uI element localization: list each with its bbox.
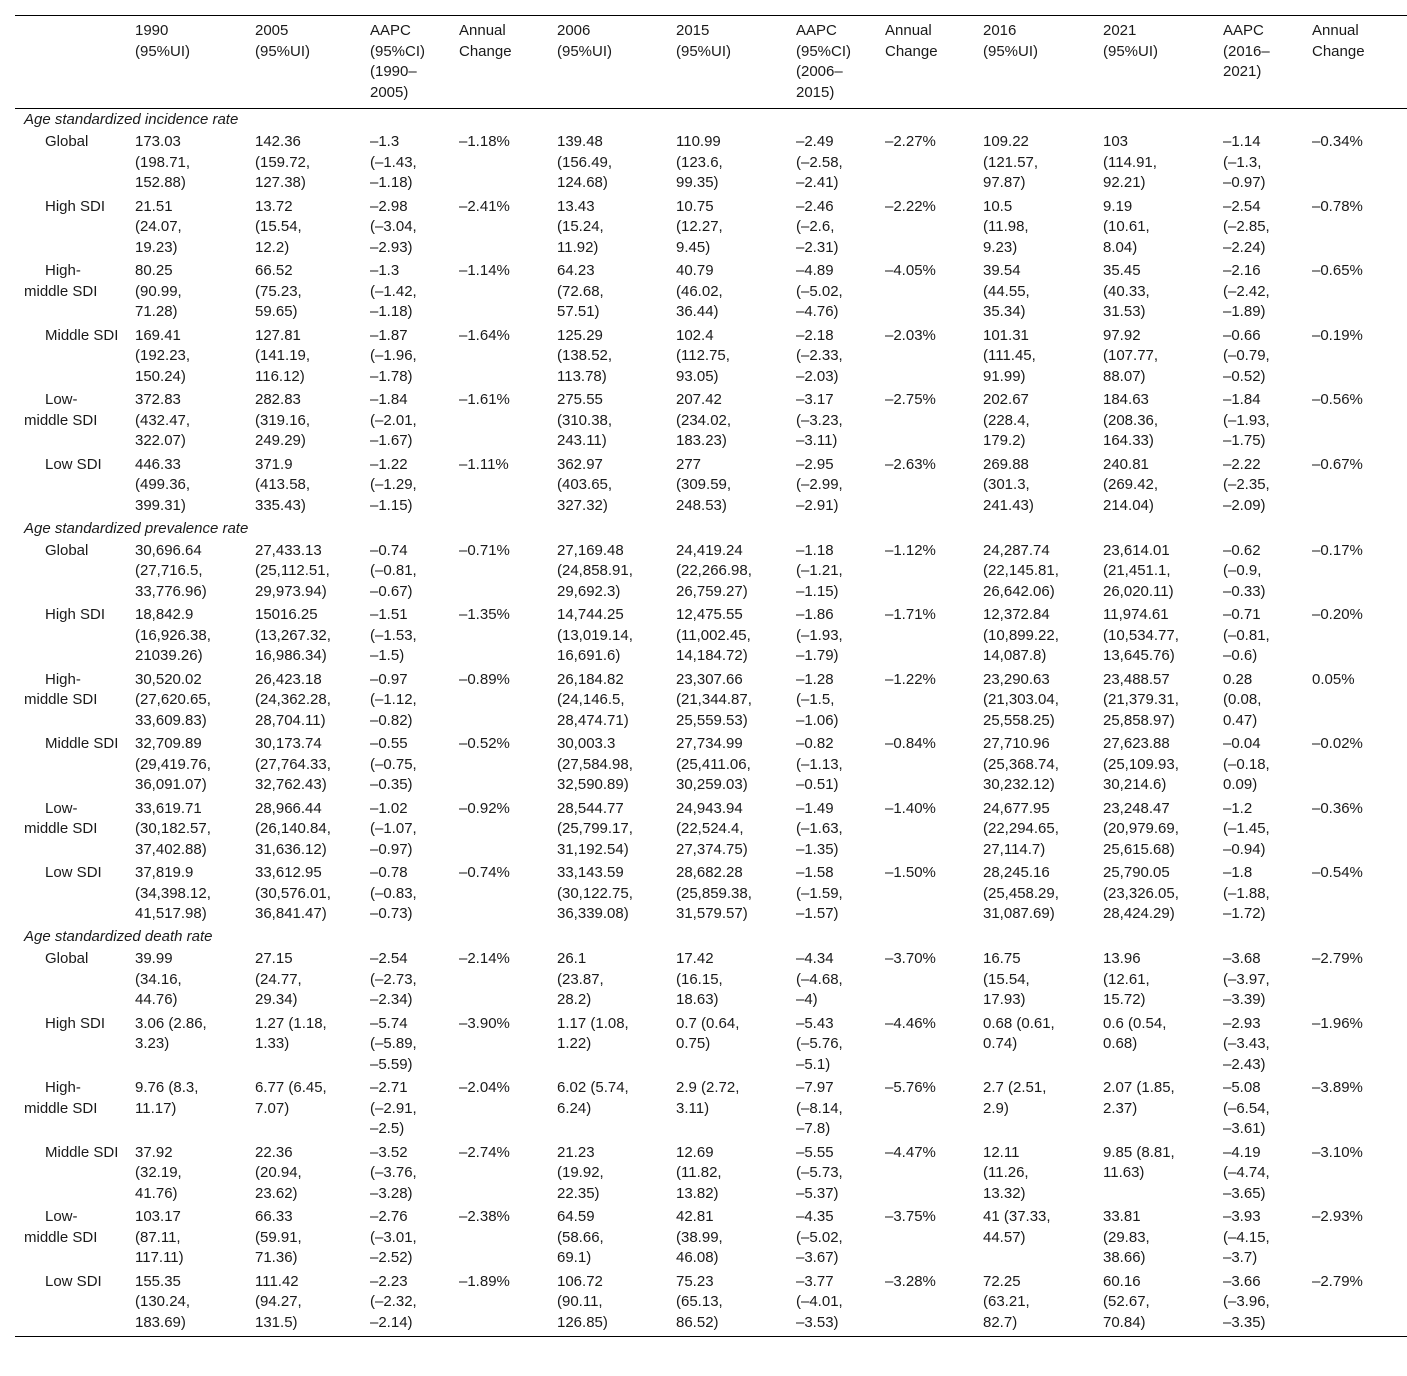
row-label: [15, 1206, 126, 1271]
table-cell: 14,744.25 (13,019.14, 16,691.6): [557, 606, 633, 664]
table-cell: –0.67%: [1312, 455, 1363, 473]
row-label-text: High SDI: [45, 197, 106, 215]
table-cell: –1.18%: [459, 133, 510, 150]
table-cell: –2.54 (–2.85, –2.24): [1223, 197, 1270, 256]
table-cell: –2.04%: [459, 1079, 510, 1096]
table-cell: 24,287.74 (22,145.81, 26,642.06): [983, 541, 1059, 600]
header-cell: Annual Change: [450, 16, 548, 109]
table-row: [15, 453, 1407, 518]
table-cell: –2.41%: [459, 197, 510, 215]
table-cell: 32,709.89 (29,419.76, 36,091.07): [135, 735, 211, 793]
table-cell: –1.50%: [885, 864, 936, 881]
table-cell: –0.78 (–0.83, –0.73): [370, 864, 417, 922]
table-cell: –3.17 (–3.23, –3.11): [796, 391, 843, 449]
table-cell: –1.02 (–1.07, –0.97): [370, 799, 417, 858]
table-cell: 0.68 (0.61, 0.74): [983, 1014, 1055, 1052]
row-label: [15, 1077, 126, 1142]
table-row: [15, 131, 1407, 196]
section-title: Age standardized death rate: [24, 928, 213, 945]
table-cell: –0.78%: [1312, 197, 1363, 215]
table-cell: 23,488.57 (21,379.31, 25,858.97): [1103, 670, 1179, 729]
table-cell: 106.72 (90.11, 126.85): [548, 1270, 667, 1337]
table-cell: 72.25 (63.21, 82.7): [974, 1270, 1094, 1337]
table-row: [15, 1077, 1407, 1142]
table-cell: 35.45 (40.33, 31.53): [1103, 262, 1150, 320]
row-label-text: Low-middle SDI: [24, 1208, 98, 1246]
table-row: [15, 324, 1407, 389]
table-cell: –0.71 (–0.81, –0.6): [1223, 606, 1270, 664]
table-cell: –2.79%: [1312, 950, 1363, 967]
table-cell: –3.28%: [876, 1270, 974, 1337]
table-row: [15, 1141, 1407, 1206]
table-cell: 110.99 (123.6, 99.35): [676, 133, 723, 191]
table-cell: 11,974.61 (10,534.77, 13,645.76): [1103, 606, 1179, 664]
header-cell: AAPC (95%CI) (1990– 2005): [361, 16, 450, 109]
table-cell: 13.96 (12.61, 15.72): [1103, 950, 1150, 1008]
table-cell: –0.92%: [459, 799, 510, 817]
table-cell: –2.14%: [459, 950, 510, 967]
table-cell: 269.88 (301.3, 241.43): [983, 455, 1034, 514]
table-cell: 18,842.9 (16,926.38, 21039.26): [135, 606, 211, 664]
table-cell: 12,372.84 (10,899.22, 14,087.8): [983, 606, 1059, 664]
table-cell: –1.51 (–1.53, –1.5): [370, 606, 417, 664]
table-cell: –7.97 (–8.14, –7.8): [796, 1079, 843, 1137]
table-cell: –1.96%: [1312, 1014, 1363, 1032]
table-cell: –0.34%: [1312, 133, 1363, 150]
table-cell: 27.15 (24.77, 29.34): [255, 950, 302, 1008]
table-cell: –3.93 (–4.15, –3.7): [1223, 1208, 1270, 1266]
table-cell: 10.5 (11.98, 9.23): [983, 197, 1029, 256]
table-cell: 30,520.02 (27,620.65, 33,609.83): [135, 670, 211, 729]
aapc-data-table: [15, 15, 1407, 1337]
row-label: [15, 260, 126, 325]
table-cell: 2.07 (1.85, 2.37): [1103, 1079, 1175, 1117]
table-cell: 169.41 (192.23, 150.24): [135, 326, 191, 385]
row-label-text: High-middle SDI: [24, 262, 98, 300]
table-row: [15, 1270, 1407, 1337]
row-label-text: Global: [45, 950, 89, 967]
table-cell: –4.05%: [885, 262, 936, 279]
table-cell: 21.23 (19.92, 22.35): [557, 1143, 604, 1202]
table-cell: –2.93%: [1312, 1208, 1363, 1225]
table-cell: 39.54 (44.55, 35.34): [983, 262, 1030, 320]
row-label-text: Low-middle SDI: [24, 391, 98, 429]
header-cell: AAPC (95%CI) (2006– 2015): [787, 16, 876, 109]
table-cell: –2.54 (–2.73, –2.34): [370, 950, 417, 1008]
table-cell: 13.72 (15.54, 12.2): [255, 197, 302, 256]
table-cell: –5.08 (–6.54, –3.61): [1223, 1079, 1270, 1137]
table-row: [15, 1012, 1407, 1077]
table-cell: 184.63 (208.36, 164.33): [1103, 391, 1159, 449]
table-cell: –1.14%: [459, 262, 510, 279]
section-title: Age standardized prevalence rate: [24, 519, 249, 537]
table-cell: –2.75%: [885, 391, 936, 408]
table-cell: 23,290.63 (21,303.04, 25,558.25): [983, 670, 1059, 729]
table-cell: 109.22 (121.57, 97.87): [983, 133, 1039, 191]
table-cell: –3.75%: [885, 1208, 936, 1225]
table-cell: –1.64%: [459, 326, 510, 344]
table-cell: –1.58 (–1.59, –1.57): [796, 864, 843, 922]
table-cell: 28,245.16 (25,458.29, 31,087.69): [983, 864, 1059, 922]
table-cell: 30,003.3 (27,584.98, 32,590.89): [557, 735, 633, 793]
row-label: [15, 668, 126, 733]
row-label: [15, 948, 126, 1013]
table-cell: –3.52 (–3.76, –3.28): [370, 1143, 417, 1202]
table-cell: 12.11 (11.26, 13.32): [983, 1143, 1029, 1202]
header-cell: 2015 (95%UI): [667, 16, 787, 109]
row-label: [15, 539, 126, 604]
table-cell: 37,819.9 (34,398.12, 41,517.98): [135, 864, 211, 922]
header-cell: 1990 (95%UI): [126, 16, 246, 109]
table-cell: –1.35%: [459, 606, 510, 623]
table-cell: 28,966.44 (26,140.84, 31,636.12): [255, 799, 331, 858]
table-cell: 66.33 (59.91, 71.36): [255, 1208, 302, 1266]
header-row: [15, 16, 1407, 109]
row-label-text: Low-middle SDI: [24, 799, 98, 837]
table-cell: –1.22 (–1.29, –1.15): [370, 455, 417, 514]
table-cell: 27,623.88 (25,109.93, 30,214.6): [1103, 735, 1179, 793]
header-cell: Annual Change: [876, 16, 974, 109]
row-label-text: High SDI: [45, 606, 106, 623]
table-cell: –1.61%: [459, 391, 510, 408]
table-cell: –0.17%: [1312, 541, 1363, 559]
table-cell: –1.71%: [885, 606, 936, 623]
table-cell: –2.23 (–2.32, –2.14): [361, 1270, 450, 1337]
table-cell: 15016.25 (13,267.32, 16,986.34): [255, 606, 331, 664]
row-label: [15, 797, 126, 862]
table-cell: –2.22%: [885, 197, 936, 215]
row-label: [15, 324, 126, 389]
table-row: [15, 195, 1407, 260]
table-cell: 33,143.59 (30,122.75, 36,339.08): [557, 864, 633, 922]
table-cell: 37.92 (32.19, 41.76): [135, 1143, 182, 1202]
table-cell: –2.22 (–2.35, –2.09): [1223, 455, 1270, 514]
table-header: [15, 16, 1407, 109]
table-cell: –0.19%: [1312, 326, 1363, 344]
table-cell: –1.22%: [885, 670, 936, 688]
table-cell: 371.9 (413.58, 335.43): [255, 455, 311, 514]
table-cell: 17.42 (16.15, 18.63): [676, 950, 723, 1008]
row-label: [15, 733, 126, 798]
table-cell: –3.89%: [1312, 1079, 1363, 1096]
table-cell: 28,544.77 (25,799.17, 31,192.54): [557, 799, 633, 858]
table-cell: 9.76 (8.3, 11.17): [135, 1079, 199, 1117]
row-label-text: Global: [45, 541, 89, 559]
table-cell: –4.89 (–5.02, –4.76): [796, 262, 843, 320]
table-cell: 446.33 (499.36, 399.31): [135, 455, 191, 514]
table-cell: 155.35 (130.24, 183.69): [126, 1270, 246, 1337]
row-label-text: Middle SDI: [45, 326, 119, 344]
table-cell: 275.55 (310.38, 243.11): [557, 391, 613, 449]
table-cell: 30,173.74 (27,764.33, 32,762.43): [255, 735, 331, 793]
table-cell: –2.71 (–2.91, –2.5): [370, 1079, 417, 1137]
table-cell: 0.05%: [1312, 670, 1355, 688]
table-cell: –2.76 (–3.01, –2.52): [370, 1208, 417, 1266]
table-cell: –0.66 (–0.79, –0.52): [1223, 326, 1270, 385]
table-cell: 12,475.55 (11,002.45, 14,184.72): [676, 606, 751, 664]
table-cell: –1.11%: [459, 455, 509, 473]
table-cell: –1.28 (–1.5, –1.06): [796, 670, 839, 729]
row-label-text: Middle SDI: [45, 735, 119, 752]
table-cell: 23,307.66 (21,344.87, 25,559.53): [676, 670, 752, 729]
table-cell: 24,677.95 (22,294.65, 27,114.7): [983, 799, 1059, 858]
table-cell: 22.36 (20.94, 23.62): [255, 1143, 302, 1202]
table-cell: –1.86 (–1.93, –1.79): [796, 606, 843, 664]
table-cell: 9.85 (8.81, 11.63): [1103, 1143, 1175, 1181]
row-label-text: High-middle SDI: [24, 670, 98, 708]
table-cell: 23,614.01 (21,451.1, 26,020.11): [1103, 541, 1174, 600]
table-cell: –1.18 (–1.21, –1.15): [796, 541, 843, 600]
table-cell: –3.90%: [459, 1014, 510, 1032]
table-cell: –1.84 (–1.93, –1.75): [1223, 391, 1270, 449]
table-cell: –3.68 (–3.97, –3.39): [1223, 950, 1270, 1008]
table-row: [15, 797, 1407, 862]
table-cell: 97.92 (107.77, 88.07): [1103, 326, 1159, 385]
table-cell: –0.62 (–0.9, –0.33): [1223, 541, 1266, 600]
table-cell: 10.75 (12.27, 9.45): [676, 197, 723, 256]
table-cell: 21.51 (24.07, 19.23): [135, 197, 182, 256]
table-cell: –0.84%: [885, 735, 936, 752]
table-cell: –2.03%: [885, 326, 936, 344]
row-label-text: Low SDI: [45, 1272, 102, 1290]
table-cell: –5.43 (–5.76, –5.1): [796, 1014, 843, 1073]
table-cell: 42.81 (38.99, 46.08): [676, 1208, 723, 1266]
table-cell: 12.69 (11.82, 13.82): [676, 1143, 722, 1202]
table-cell: –3.10%: [1312, 1143, 1363, 1161]
table-cell: 41 (37.33, 44.57): [983, 1208, 1051, 1246]
table-cell: 0.7 (0.64, 0.75): [676, 1014, 740, 1052]
table-cell: –1.84 (–2.01, –1.67): [370, 391, 417, 449]
table-cell: 240.81 (269.42, 214.04): [1103, 455, 1159, 514]
row-label-text: Middle SDI: [45, 1143, 119, 1161]
table-cell: 139.48 (156.49, 124.68): [557, 133, 613, 191]
table-cell: 13.43 (15.24, 11.92): [557, 197, 604, 256]
table-cell: 33,612.95 (30,576.01, 36,841.47): [255, 864, 331, 922]
row-label: [15, 195, 126, 260]
table-cell: 60.16 (52.67, 70.84): [1094, 1270, 1214, 1337]
table-cell: –0.74 (–0.81, –0.67): [370, 541, 417, 600]
table-row: [15, 948, 1407, 1013]
table-cell: –2.46 (–2.6, –2.31): [796, 197, 839, 256]
table-cell: 27,734.99 (25,411.06, 30,259.03): [676, 735, 751, 793]
table-cell: 33,619.71 (30,182.57, 37,402.88): [135, 799, 211, 858]
row-label-text: High-middle SDI: [24, 1079, 98, 1117]
table-cell: –1.40%: [885, 799, 936, 817]
table-cell: –0.97 (–1.12, –0.82): [370, 670, 417, 729]
table-cell: –0.52%: [459, 735, 510, 752]
table-cell: 28,682.28 (25,859.38, 31,579.57): [676, 864, 752, 922]
table-cell: 80.25 (90.99, 71.28): [135, 262, 182, 320]
table-cell: –2.98 (–3.04, –2.93): [370, 197, 417, 256]
row-label: [15, 1270, 126, 1337]
table-cell: 64.23 (72.68, 57.51): [557, 262, 604, 320]
section-row: [15, 518, 1407, 540]
table-cell: –2.93 (–3.43, –2.43): [1223, 1014, 1270, 1073]
table-cell: –0.56%: [1312, 391, 1363, 408]
table-cell: 103 (114.91, 92.21): [1103, 133, 1157, 191]
table-cell: –1.2 (–1.45, –0.94): [1223, 799, 1270, 858]
table-cell: –1.8 (–1.88, –1.72): [1223, 864, 1270, 922]
table-cell: –2.79%: [1303, 1270, 1407, 1337]
table-cell: –4.34 (–4.68, –4): [796, 950, 843, 1008]
table-cell: 30,696.64 (27,716.5, 33,776.96): [135, 541, 207, 600]
table-cell: 66.52 (75.23, 59.65): [255, 262, 302, 320]
header-cell: 2016 (95%UI): [974, 16, 1094, 109]
table-cell: 24,943.94 (22,524.4, 27,374.75): [676, 799, 748, 858]
table-cell: –0.82 (–1.13, –0.51): [796, 735, 843, 793]
table-cell: –5.55 (–5.73, –5.37): [796, 1143, 843, 1202]
table-row: [15, 539, 1407, 604]
table-cell: –5.76%: [885, 1079, 936, 1096]
table-row: [15, 733, 1407, 798]
header-cell: 2021 (95%UI): [1094, 16, 1214, 109]
table-cell: 3.06 (2.86, 3.23): [135, 1014, 207, 1052]
table-cell: –5.74 (–5.89, –5.59): [370, 1014, 417, 1073]
table-cell: 23,248.47 (20,979.69, 25,615.68): [1103, 799, 1179, 858]
table-row: [15, 1206, 1407, 1271]
table-cell: –0.04 (–0.18, 0.09): [1223, 735, 1270, 793]
row-label-text: Low SDI: [45, 864, 102, 881]
section-title: Age standardized incidence rate: [24, 111, 239, 128]
table-cell: 6.77 (6.45, 7.07): [255, 1079, 327, 1117]
table-cell: 277 (309.59, 248.53): [676, 455, 732, 514]
table-cell: 26,184.82 (24,146.5, 28,474.71): [557, 670, 629, 729]
row-label: [15, 1012, 126, 1077]
table-cell: –0.20%: [1312, 606, 1363, 623]
table-cell: –0.71%: [459, 541, 510, 559]
table-cell: 125.29 (138.52, 113.78): [557, 326, 613, 385]
table-cell: 64.59 (58.66, 69.1): [557, 1208, 604, 1266]
row-label: [15, 862, 126, 927]
table-cell: –0.55 (–0.75, –0.35): [370, 735, 417, 793]
table-row: [15, 260, 1407, 325]
table-cell: –0.36%: [1312, 799, 1363, 817]
table-cell: –0.02%: [1312, 735, 1363, 752]
table-cell: 2.7 (2.51, 2.9): [983, 1079, 1047, 1117]
row-label: [15, 453, 126, 518]
table-cell: 173.03 (198.71, 152.88): [135, 133, 191, 191]
table-cell: –1.14 (–1.3, –0.97): [1223, 133, 1266, 191]
table-cell: –4.46%: [885, 1014, 936, 1032]
table-cell: 9.19 (10.61, 8.04): [1103, 197, 1150, 256]
table-container: [15, 15, 1407, 1337]
table-cell: 6.02 (5.74, 6.24): [557, 1079, 629, 1117]
table-cell: –2.49 (–2.58, –2.41): [796, 133, 843, 191]
table-cell: –1.3 (–1.42, –1.18): [370, 262, 417, 320]
header-cell-label: [15, 16, 126, 109]
table-cell: –1.3 (–1.43, –1.18): [370, 133, 417, 191]
row-label-text: Low SDI: [45, 455, 102, 473]
table-cell: –4.35 (–5.02, –3.67): [796, 1208, 843, 1266]
table-cell: 127.81 (141.19, 116.12): [255, 326, 311, 385]
table-cell: –2.38%: [459, 1208, 510, 1225]
table-cell: –1.87 (–1.96, –1.78): [370, 326, 417, 385]
table-cell: 33.81 (29.83, 38.66): [1103, 1208, 1150, 1266]
table-cell: –4.47%: [885, 1143, 936, 1161]
table-cell: 202.67 (228.4, 179.2): [983, 391, 1030, 449]
table-body: [15, 109, 1407, 1337]
table-row: [15, 604, 1407, 669]
table-cell: 207.42 (234.02, 183.23): [676, 391, 732, 449]
table-cell: 26.1 (23.87, 28.2): [557, 950, 604, 1008]
header-cell: AAPC (2016– 2021): [1214, 16, 1303, 109]
table-cell: –4.19 (–4.74, –3.65): [1223, 1143, 1270, 1202]
header-cell: 2005 (95%UI): [246, 16, 361, 109]
header-cell: Annual Change: [1303, 16, 1407, 109]
row-label: [15, 389, 126, 454]
section-row: [15, 109, 1407, 131]
table-cell: 102.4 (112.75, 93.05): [676, 326, 730, 385]
table-cell: 0.6 (0.54, 0.68): [1103, 1014, 1167, 1052]
table-cell: –2.27%: [885, 133, 936, 150]
table-cell: –3.70%: [885, 950, 936, 967]
table-cell: –1.12%: [885, 541, 936, 559]
table-cell: 27,169.48 (24,858.91, 29,692.3): [557, 541, 633, 600]
table-cell: –2.16 (–2.42, –1.89): [1223, 262, 1270, 320]
table-row: [15, 862, 1407, 927]
table-cell: 40.79 (46.02, 36.44): [676, 262, 723, 320]
table-cell: 24,419.24 (22,266.98, 26,759.27): [676, 541, 752, 600]
row-label: [15, 131, 126, 196]
table-cell: –0.89%: [459, 670, 510, 688]
table-cell: 27,710.96 (25,368.74, 30,232.12): [983, 735, 1059, 793]
row-label: [15, 604, 126, 669]
table-cell: 39.99 (34.16, 44.76): [135, 950, 182, 1008]
table-cell: 111.42 (94.27, 131.5): [246, 1270, 361, 1337]
table-cell: –2.74%: [459, 1143, 510, 1161]
header-cell: 2006 (95%UI): [548, 16, 667, 109]
table-row: [15, 668, 1407, 733]
table-cell: –1.49 (–1.63, –1.35): [796, 799, 843, 858]
table-cell: 26,423.18 (24,362.28, 28,704.11): [255, 670, 331, 729]
table-cell: 1.27 (1.18, 1.33): [255, 1014, 327, 1052]
table-cell: 142.36 (159.72, 127.38): [255, 133, 311, 191]
table-cell: 101.31 (111.45, 91.99): [983, 326, 1036, 385]
table-cell: 0.28 (0.08, 0.47): [1223, 670, 1262, 729]
row-label: [15, 1141, 126, 1206]
table-cell: 75.23 (65.13, 86.52): [667, 1270, 787, 1337]
table-cell: –0.54%: [1312, 864, 1363, 881]
table-cell: –0.74%: [459, 864, 510, 881]
table-cell: 372.83 (432.47, 322.07): [135, 391, 191, 449]
table-cell: 25,790.05 (23,326.05, 28,424.29): [1103, 864, 1179, 922]
table-row: [15, 389, 1407, 454]
table-cell: –0.65%: [1312, 262, 1363, 279]
table-cell: 282.83 (319.16, 249.29): [255, 391, 311, 449]
table-cell: 16.75 (15.54, 17.93): [983, 950, 1030, 1008]
row-label-text: Global: [45, 133, 89, 150]
table-cell: –2.18 (–2.33, –2.03): [796, 326, 843, 385]
section-row: [15, 926, 1407, 948]
table-cell: 362.97 (403.65, 327.32): [557, 455, 613, 514]
table-cell: –2.63%: [885, 455, 936, 473]
row-label-text: High SDI: [45, 1014, 106, 1032]
table-cell: 27,433.13 (25,112.51, 29,973.94): [255, 541, 330, 600]
table-cell: –1.89%: [450, 1270, 548, 1337]
table-cell: –2.95 (–2.99, –2.91): [796, 455, 843, 514]
table-cell: 2.9 (2.72, 3.11): [676, 1079, 740, 1117]
table-cell: 103.17 (87.11, 117.11): [135, 1208, 184, 1266]
table-cell: –3.77 (–4.01, –3.53): [787, 1270, 876, 1337]
table-cell: –3.66 (–3.96, –3.35): [1214, 1270, 1303, 1337]
table-cell: 1.17 (1.08, 1.22): [557, 1014, 629, 1052]
